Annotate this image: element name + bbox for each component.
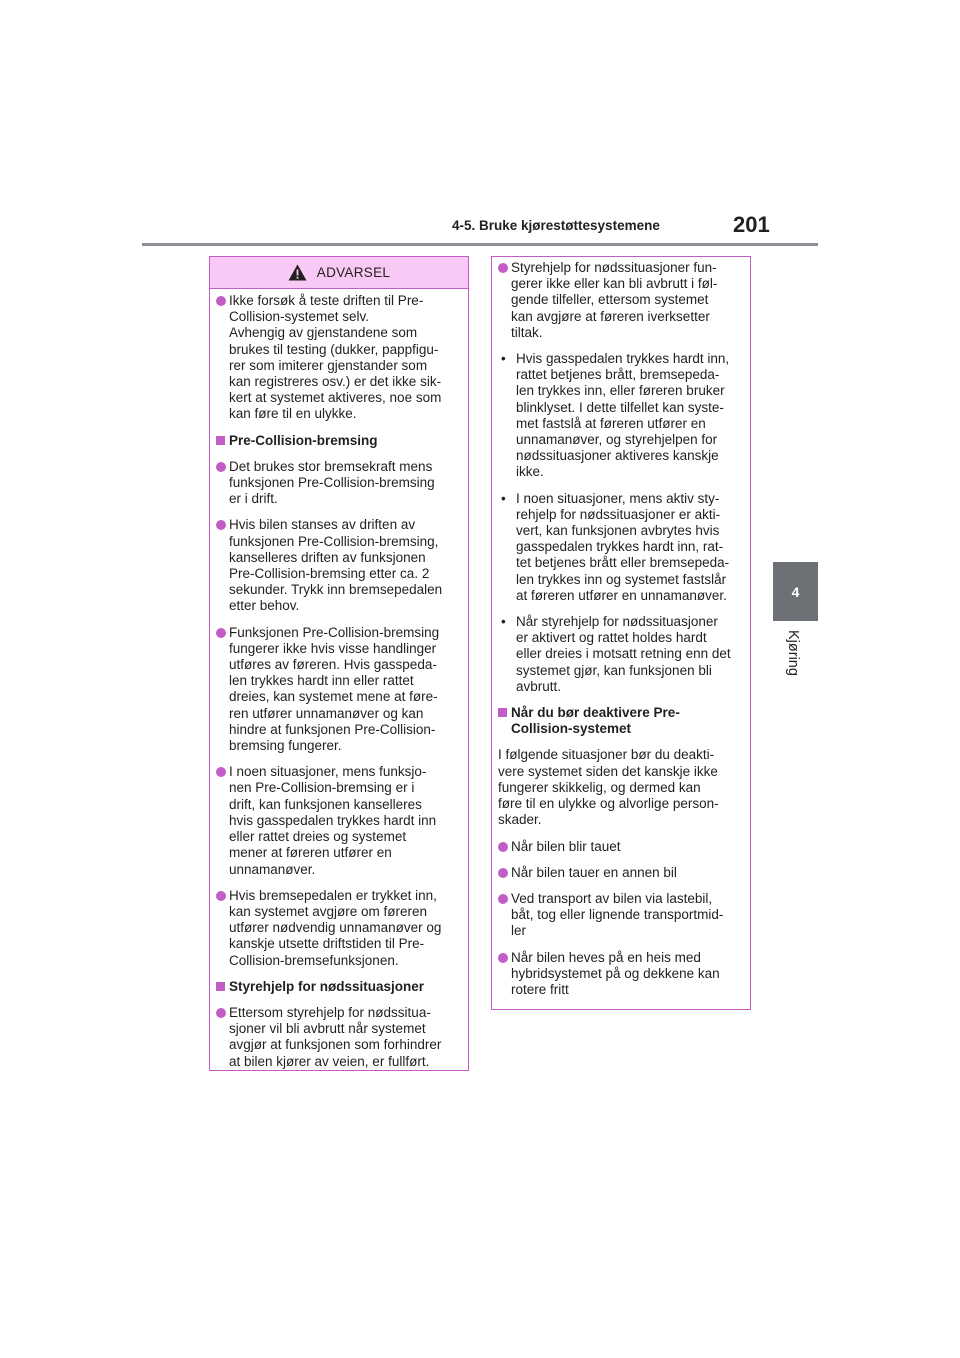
text-line: sekunder. Trykk inn bremsepedalen xyxy=(229,582,443,598)
text-block xyxy=(511,950,744,999)
list-item xyxy=(216,459,462,508)
text-line: Ettersom styrehjelp for nødssitua- xyxy=(229,1004,431,1020)
text-line: Det brukes stor bremsekraft mens xyxy=(229,458,433,474)
text-line: blinklyset. I dette tilfellet kan syste- xyxy=(516,399,724,415)
text-block xyxy=(229,625,462,755)
text-line: hybridsystemet på og dekkene kan xyxy=(511,965,720,981)
text-line: båt, tog eller lignende transportmid- xyxy=(511,907,724,923)
list-item xyxy=(216,293,462,423)
sub-list-item xyxy=(498,351,744,481)
text-line: Når du bør deaktivere Pre- xyxy=(511,705,680,721)
text-block xyxy=(511,839,744,855)
bullet-square xyxy=(216,436,225,445)
text-line: gerer ikke eller kan bli avbrutt i føl- xyxy=(511,276,718,292)
text-line: mener at føreren utfører en xyxy=(229,845,392,861)
text-line: met fastslå at føreren utfører en xyxy=(516,415,706,431)
bullet-dot xyxy=(216,296,226,306)
text-line: avgjør at funksjonen som forhindrer xyxy=(229,1037,442,1053)
bullet-dot xyxy=(498,953,508,963)
text-line: Pre-Collision-bremsing etter ca. 2 xyxy=(229,566,430,582)
text-line: drift, kan funksjonen kanselleres xyxy=(229,796,422,812)
text-line: kan avgjøre at føreren iverksetter xyxy=(511,308,710,324)
section-heading xyxy=(216,433,462,449)
text-line: Når styrehjelp for nødssituasjoner xyxy=(516,614,718,630)
bullet-square xyxy=(216,982,225,991)
text-line: vert, kan funksjonen avbrytes hvis xyxy=(516,523,720,539)
text-line: brukes til testing (dukker, pappfigu- xyxy=(229,341,439,357)
text-line: funksjonen Pre-Collision-bremsing, xyxy=(229,533,439,549)
text-line: rehjelp for nødssituasjoner er akti- xyxy=(516,506,721,522)
warning-left-content xyxy=(210,289,468,1070)
text-line: kanskje utsette driftstiden til Pre- xyxy=(229,936,425,952)
text-line: Når bilen blir tauet xyxy=(511,838,621,854)
text-line: Ved transport av bilen via lastebil, xyxy=(511,890,713,906)
bullet-square xyxy=(498,708,507,717)
text-line: len trykkes inn, eller føreren bruker xyxy=(516,383,725,399)
text-line: kert at systemet aktiveres, noe som xyxy=(229,390,442,406)
text-line: føre til en ulykke og alvorlige person- xyxy=(498,796,719,812)
text-line: tet betjenes brått eller bremsepeda- xyxy=(516,555,730,571)
text-line: hindre at funksjonen Pre-Collision- xyxy=(229,721,436,737)
list-item xyxy=(498,950,744,999)
text-block xyxy=(511,260,744,341)
bullet-dot xyxy=(498,842,508,852)
list-item xyxy=(216,888,462,969)
chapter-label: Kjøring xyxy=(785,630,801,676)
list-item xyxy=(216,517,462,614)
text-line: er i drift. xyxy=(229,491,278,507)
text-line: Hvis bilen stanses av driften av xyxy=(229,517,416,533)
text-line: Avhengig av gjenstandene som xyxy=(229,325,418,341)
text-line: Styrehjelp for nødssituasjoner fun- xyxy=(511,260,717,275)
bullet-dot xyxy=(216,1008,226,1018)
text-block xyxy=(516,614,744,695)
page-number: 201 xyxy=(733,212,770,237)
text-line: I noen situasjoner, mens aktiv sty- xyxy=(516,490,720,506)
section-heading xyxy=(216,979,462,995)
text-line: bremsing fungerer. xyxy=(229,738,342,754)
text-line: len trykkes inn og systemet fastslår xyxy=(516,571,727,587)
header-divider xyxy=(142,243,818,246)
text-line: rotere fritt xyxy=(511,981,569,997)
bullet-dot xyxy=(216,891,226,901)
heading-text: Styrehjelp for nødssituasjoner xyxy=(229,978,425,994)
text-line: Collision-systemet xyxy=(511,721,632,737)
text-line: vere systemet siden det kanskje ikke xyxy=(498,763,718,779)
text-line: Når bilen heves på en heis med xyxy=(511,949,701,965)
text-line: kan føre til en ulykke. xyxy=(229,406,357,422)
bullet-small: • xyxy=(501,351,506,367)
bullet-dot xyxy=(498,868,508,878)
text-line: kan registreres osv.) er det ikke sik- xyxy=(229,374,442,390)
list-item xyxy=(216,1005,462,1070)
text-line: nen Pre-Collision-bremsing er i xyxy=(229,780,415,796)
section-heading xyxy=(498,705,744,737)
text-line: Ikke forsøk å teste driften til Pre- xyxy=(229,293,424,308)
bullet-dot xyxy=(498,894,508,904)
text-block xyxy=(229,517,462,614)
text-line: ikke. xyxy=(516,464,544,480)
bullet-dot xyxy=(216,520,226,530)
sub-list-item xyxy=(498,491,744,604)
heading-text: Pre-Collision-bremsing xyxy=(229,432,378,448)
text-block xyxy=(511,865,744,881)
text-line: eller dreies i motsatt retning enn det xyxy=(516,646,731,662)
text-line: ler xyxy=(511,923,527,939)
text-line: Funksjonen Pre-Collision-bremsing xyxy=(229,624,440,640)
text-block xyxy=(511,891,744,940)
text-line: Hvis bremsepedalen er trykket inn, xyxy=(229,887,437,903)
text-line: fungerer skikkelig, og dermed kan xyxy=(498,779,701,795)
text-block xyxy=(498,747,744,828)
list-item xyxy=(498,891,744,940)
text-line: I følgende situasjoner bør du deakti- xyxy=(498,747,715,763)
text-line: ren utfører unnamanøver og kan xyxy=(229,705,424,721)
bullet-dot xyxy=(216,628,226,638)
text-block xyxy=(511,705,744,737)
text-line: at bilen kjører av veien, er fullført. xyxy=(229,1053,430,1069)
bullet-small: • xyxy=(501,614,506,630)
text-line: funksjonen Pre-Collision-bremsing xyxy=(229,475,435,491)
text-line: rer som imiterer gjenstander som xyxy=(229,357,428,373)
text-line: unnamanøver, og styrehjelpen for xyxy=(516,432,718,448)
text-line: I noen situasjoner, mens funksjo- xyxy=(229,764,427,780)
list-item xyxy=(498,839,744,855)
text-line: sjoner vil bli avbrutt når systemet xyxy=(229,1021,426,1037)
text-block xyxy=(229,888,462,969)
bullet-dot xyxy=(498,263,508,273)
text-line: Collision-bremsefunksjonen. xyxy=(229,952,399,968)
text-line: Når bilen tauer en annen bil xyxy=(511,864,677,880)
text-line: utføres av føreren. Hvis gasspeda- xyxy=(229,657,437,673)
text-line: er aktivert og rattet holdes hardt xyxy=(516,630,707,646)
section-title: 4-5. Bruke kjørestøttesystemene xyxy=(452,218,660,233)
text-line: fungerer ikke hvis visse handlinger xyxy=(229,640,437,656)
text-line: kan systemet avgjøre om føreren xyxy=(229,903,428,919)
warning-triangle-icon xyxy=(288,264,307,281)
text-block xyxy=(516,351,744,481)
text-line: gasspedalen trykkes hardt inn, rat- xyxy=(516,539,724,555)
sub-list-item xyxy=(498,614,744,695)
text-block xyxy=(229,1005,462,1070)
warning-box xyxy=(209,256,469,1071)
text-line: skader. xyxy=(498,812,542,828)
text-line: etter behov. xyxy=(229,598,300,614)
text-line: unnamanøver. xyxy=(229,861,316,877)
text-block xyxy=(229,459,462,508)
text-line: dreies, kan systemet mene at føre- xyxy=(229,689,438,705)
text-block xyxy=(229,293,462,423)
text-line: systemet gjør, kan funksjonen bli xyxy=(516,662,712,678)
text-line: len trykkes hardt inn eller rattet xyxy=(229,673,414,689)
chapter-tab: 4 xyxy=(773,562,818,621)
bullet-dot xyxy=(216,767,226,777)
list-item xyxy=(216,764,462,877)
list-item xyxy=(216,625,462,755)
paragraph xyxy=(498,747,744,828)
warning-right-content xyxy=(492,257,750,998)
text-line: hvis gasspedalen trykkes hardt inn xyxy=(229,812,437,828)
text-line: rattet betjenes brått, bremsepeda- xyxy=(516,367,720,383)
list-item xyxy=(498,865,744,881)
text-line: gende tilfeller, ettersom systemet xyxy=(511,292,709,308)
list-item xyxy=(498,260,744,341)
warning-box-continued xyxy=(491,256,751,1010)
text-line: kanselleres driften av funksjonen xyxy=(229,549,426,565)
text-line: eller rattet dreies og systemet xyxy=(229,829,407,845)
bullet-small: • xyxy=(501,490,506,506)
text-line: tiltak. xyxy=(511,324,543,340)
text-line: utfører nødvendig unnamanøver og xyxy=(229,920,442,936)
text-line: Collision-systemet selv. xyxy=(229,309,370,325)
text-line: at føreren utfører en unnamanøver. xyxy=(516,587,727,603)
bullet-dot xyxy=(216,462,226,472)
warning-title: ADVARSEL xyxy=(316,265,391,280)
text-block xyxy=(229,764,462,877)
text-line: avbrutt. xyxy=(516,678,562,694)
text-block xyxy=(516,491,744,604)
text-line: nødssituasjoner aktiveres kanskje xyxy=(516,448,719,464)
text-line: Hvis gasspedalen trykkes hardt inn, xyxy=(516,351,730,367)
warning-header xyxy=(210,257,468,289)
